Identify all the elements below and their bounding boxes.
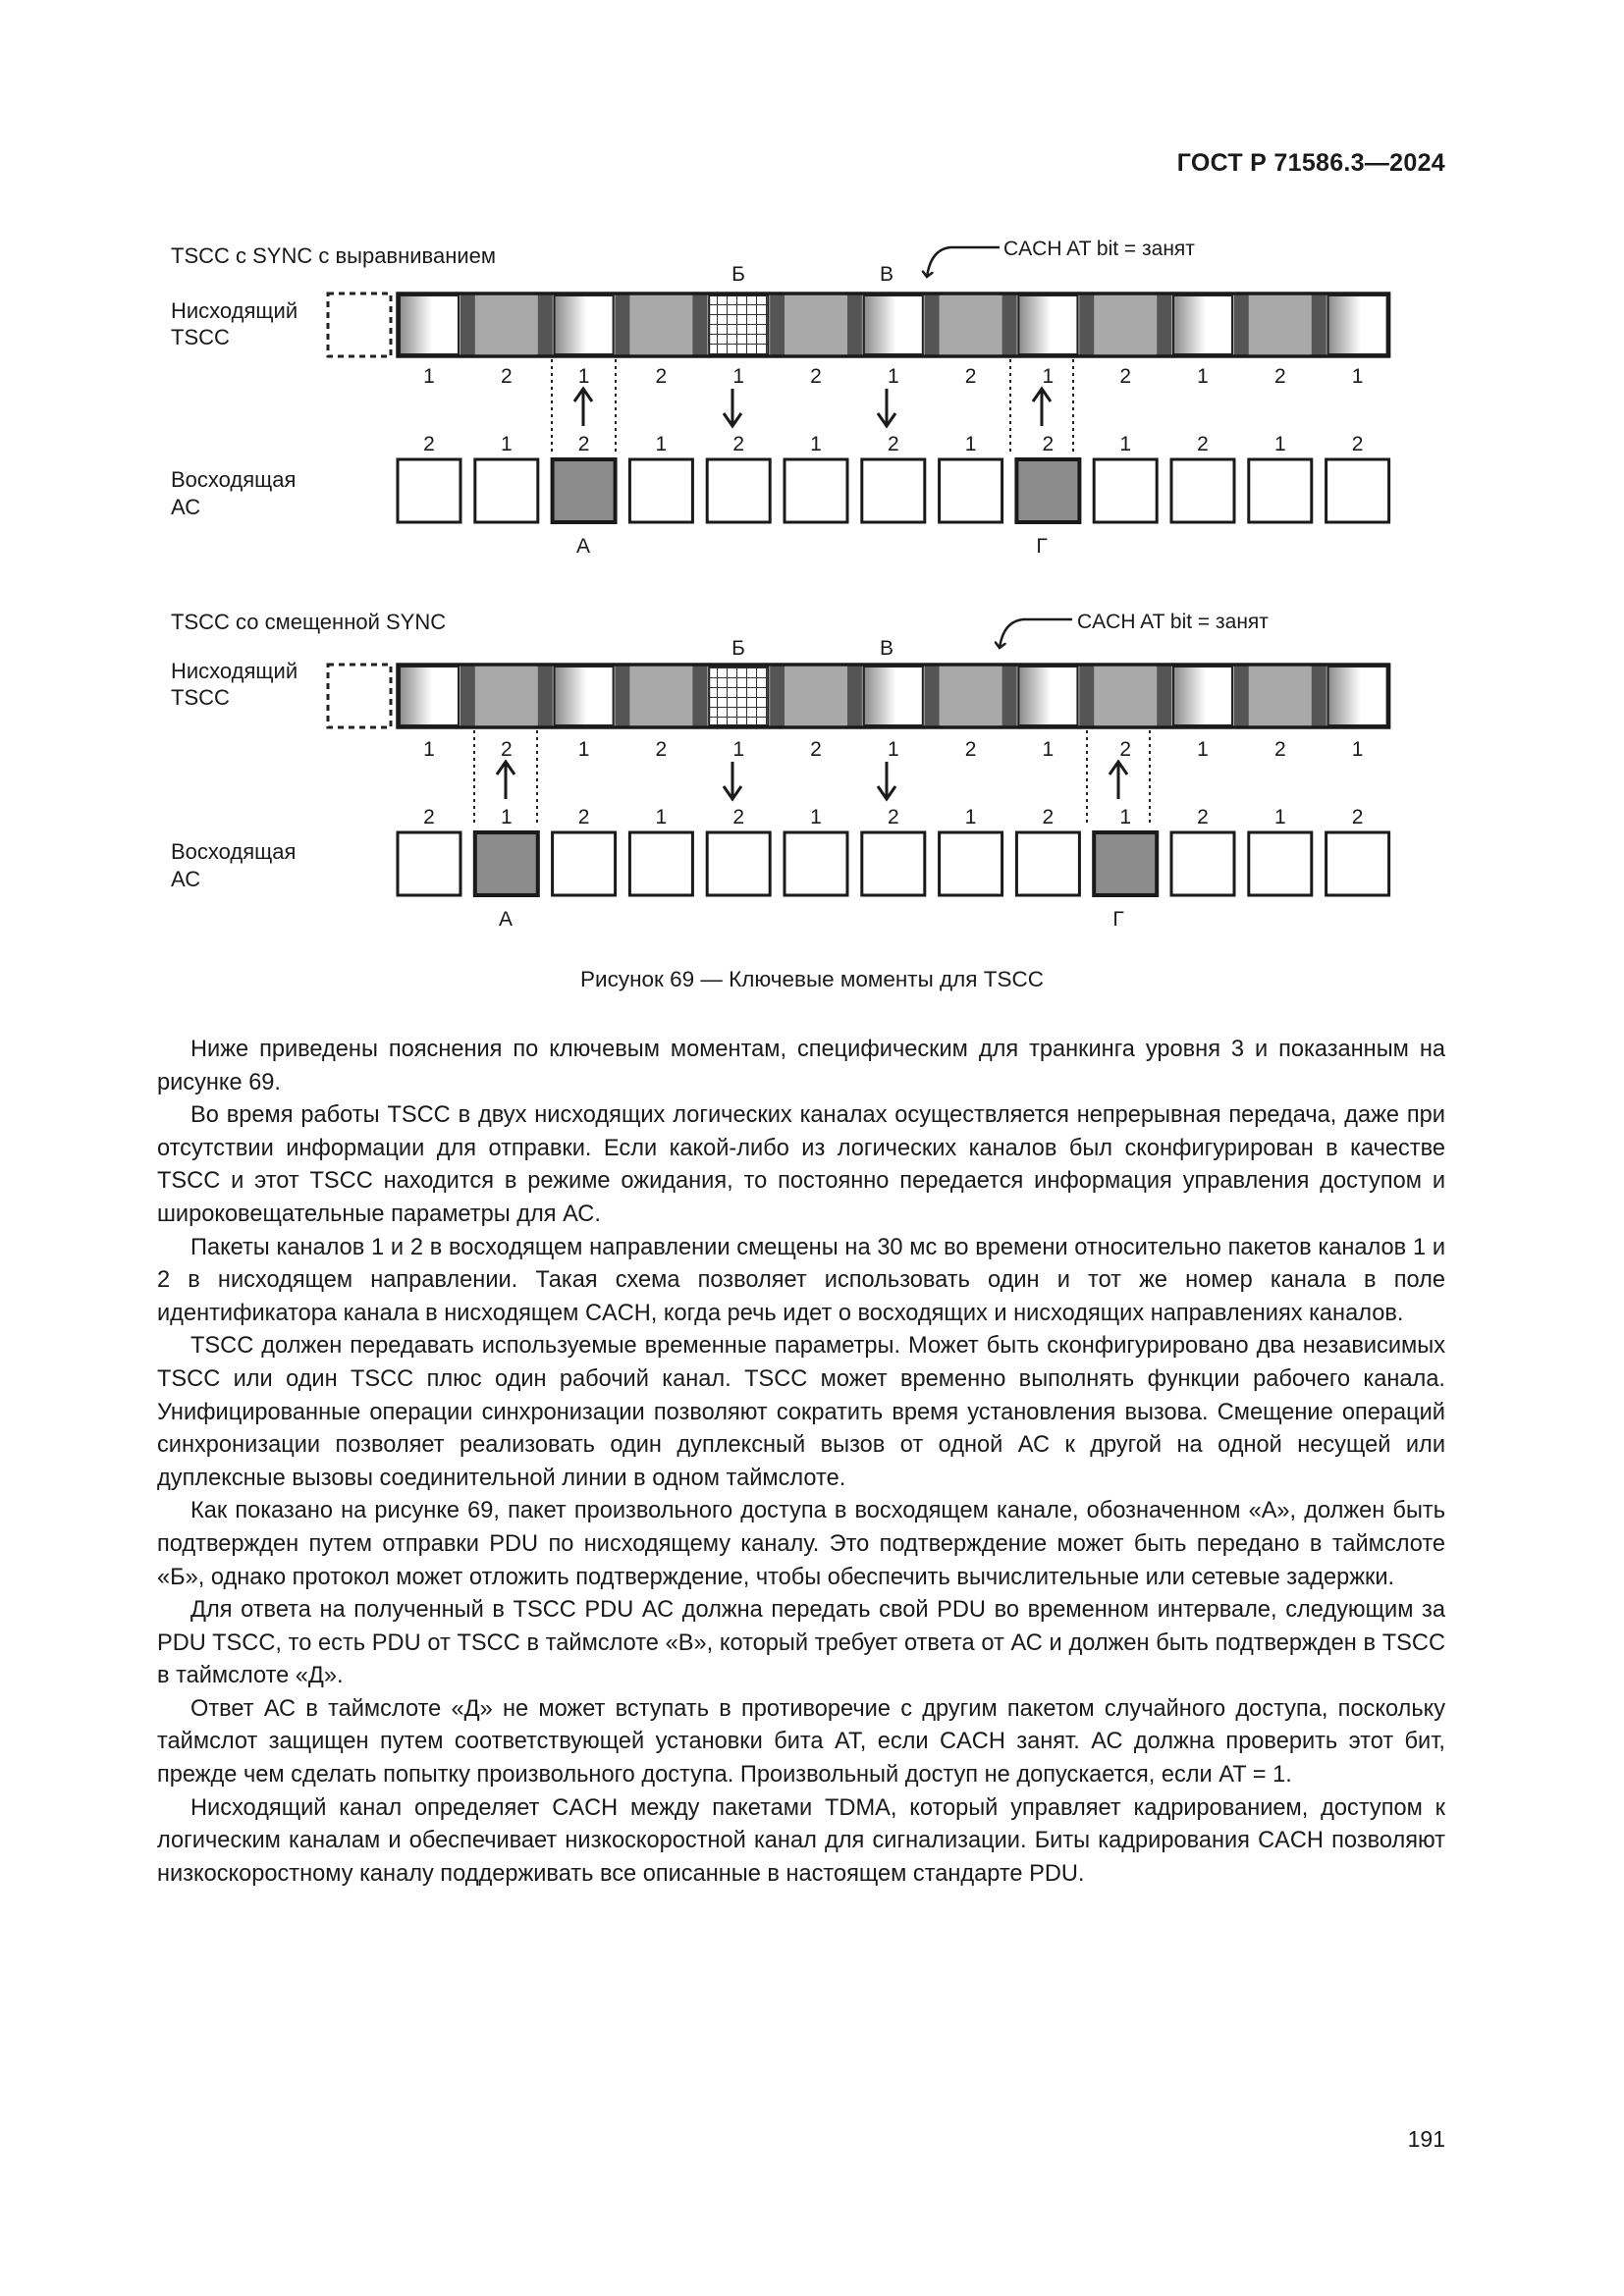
uplink-slot: [862, 832, 925, 895]
channel-number: 1: [1351, 738, 1364, 761]
uplink-strip: [398, 832, 1389, 895]
cach-slot: [1079, 665, 1094, 727]
channel-number: 2: [1119, 365, 1132, 388]
cach-slot: [1157, 294, 1171, 356]
body-text: [157, 1034, 1445, 1891]
channel-number: 1: [1197, 365, 1209, 388]
diagram-title: TSCC со смещенной SYNC: [171, 610, 447, 634]
channel-number: 1: [655, 806, 668, 828]
cach-slot: [692, 294, 707, 356]
paragraph: Во время работы TSCC в двух нисходящих логических каналах осуществляется непрерывная передача, даже при отсутствии информации для отправки. Если какой-либо из логических каналов был сконфигурирован в качестве TSCC и этот TSCC находится в режиме ожидания, то постоянно передается информация управления доступом и широковещательные параметры для АС.: [157, 1102, 1445, 1227]
channel-number: 1: [887, 738, 899, 761]
tscc-burst-response: [709, 295, 768, 354]
paragraph: Ниже приведены пояснения по ключевым моментам, специфическим для транкинга уровня 3 и показанным на рисунке 69.: [157, 1037, 1445, 1095]
cach-slot: [925, 665, 940, 727]
channel-number: 1: [500, 433, 513, 455]
cach-slot: [847, 665, 862, 727]
up-arrow: [1033, 389, 1051, 426]
down-arrow: [878, 389, 895, 426]
uplink-slot: [398, 459, 460, 522]
cach-slot: [460, 294, 475, 356]
uplink-slot: [1016, 832, 1079, 895]
down-arrow: [724, 389, 741, 426]
uplink-slot: [553, 832, 616, 895]
cach-slot: [1234, 294, 1249, 356]
channel-number: 1: [1042, 365, 1055, 388]
channel-number: 1: [1273, 433, 1286, 455]
downlink-label: Нисходящий: [171, 298, 298, 323]
channel-number: 2: [1042, 433, 1055, 455]
channel-number: 1: [1351, 365, 1364, 388]
cach-slot: [1079, 294, 1094, 356]
uplink-slot: [1171, 459, 1234, 522]
channel-number: 2: [423, 433, 435, 455]
cach-slot: [460, 665, 475, 727]
cach-label: CACH AT bit = занят: [1077, 611, 1269, 633]
channel-number: 1: [1119, 806, 1132, 828]
cach-slot: [1002, 665, 1017, 727]
tscc-burst-response: [709, 667, 768, 725]
tscc-burst: [1328, 667, 1387, 725]
channel-number: 2: [1351, 433, 1364, 455]
marker-g: Г: [1036, 535, 1048, 558]
channel-number: 1: [1119, 433, 1132, 455]
paragraph: Для ответа на полученный в TSCC PDU АС должна передать свой PDU во временном интервале, следующим за PDU TSCC, то есть PDU от TSCC в таймслоте «В», который требует ответа от АС и должен быть подтвержден в TSCC в таймслоте «Д».: [157, 1597, 1445, 1689]
channel-number: 2: [887, 433, 899, 455]
tscc-burst: [864, 295, 923, 354]
uplink-slot-active: [1094, 832, 1157, 895]
downlink-label-sub: TSCC: [171, 325, 230, 349]
channel-number: 1: [423, 365, 435, 388]
channel-number: 2: [423, 806, 435, 828]
cach-slot: [770, 665, 785, 727]
channel-number: 1: [577, 365, 590, 388]
diagram-aligned: [171, 238, 1389, 558]
figure-caption: Рисунок 69 — Ключевые моменты для TSCC: [580, 967, 1044, 991]
cach-slot: [847, 294, 862, 356]
channel-number: 2: [732, 806, 745, 828]
channel-number: 2: [577, 806, 590, 828]
uplink-slot: [940, 832, 1002, 895]
channel-number: 2: [500, 738, 513, 761]
downlink-label-sub: TSCC: [171, 685, 230, 710]
uplink-slot: [1326, 832, 1389, 895]
cach-slot: [1157, 665, 1171, 727]
diagram-title: TSCC с SYNC с выравниванием: [171, 243, 497, 268]
marker-v: В: [879, 637, 894, 660]
tscc-burst: [1018, 295, 1077, 354]
channel-number: 2: [964, 738, 977, 761]
paragraph: Нисходящий канал определяет CACH между пакетами TDMA, который управляет кадрированием, доступом к логическим каналам и обеспечивает низкоскоростной канал для сигнализации. Биты кадрирования CACH позволяют низкоскоростному каналу поддерживать все описанные в настоящем стандарте PDU.: [157, 1794, 1445, 1887]
cach-slot: [925, 294, 940, 356]
paragraph: Как показано на рисунке 69, пакет произвольного доступа в восходящем канале, обозначенном «А», должен быть подтвержден путем отправки PDU по нисходящему каналу. Это подтверждение может быть передано в таймслоте «Б», однако протокол может отложить подтверждение, чтобы обеспечить вычислительные или сетевые задержки.: [157, 1498, 1445, 1590]
uplink-label-sub: АС: [171, 867, 201, 891]
cach-slot: [538, 294, 553, 356]
uplink-label: Восходящая: [171, 839, 297, 864]
uplink-slot: [398, 832, 460, 895]
channel-number: 2: [1351, 806, 1364, 828]
channel-number: 2: [500, 365, 513, 388]
channel-number: 1: [500, 806, 513, 828]
channel-number: 1: [887, 365, 899, 388]
channel-number: 1: [577, 738, 590, 761]
marker-a: А: [498, 908, 514, 931]
paragraph: Ответ АС в таймслоте «Д» не может вступать в противоречие с другим пакетом случайного доступа, поскольку таймслот защищен путем соответствующей установки бита AT, если CACH занят. АС должна проверить этот бит, прежде чем сделать попытку произвольного доступа. Произвольный доступ не допускается, если AT = 1.: [157, 1695, 1445, 1789]
channel-number: 1: [810, 433, 822, 455]
paragraph: TSCC должен передавать используемые временные параметры. Может быть сконфигурировано два независимых TSCC или один TSCC плюс один рабочий канал. TSCC может временно выполнять функции рабочего канала. Унифицированные операции синхронизации позволяют сократить время установления вызова. Смещение операций синхронизации позволяет реализовать один дуплексный вызов от одной АС к другой на одной несущей или дуплексные вызовы соединительной линии в одном таймслоте.: [157, 1333, 1445, 1491]
figure-69: [0, 0, 1624, 962]
channel-number: 2: [1273, 738, 1286, 761]
up-arrow: [497, 762, 514, 799]
channel-number: 2: [655, 365, 668, 388]
channel-number: 1: [1042, 738, 1055, 761]
channel-number: 2: [577, 433, 590, 455]
uplink-slot: [1094, 459, 1157, 522]
uplink-slot: [940, 459, 1002, 522]
cach-slot: [1002, 294, 1017, 356]
uplink-slot: [785, 832, 847, 895]
uplink-slot: [629, 459, 692, 522]
uplink-slot: [1249, 832, 1312, 895]
uplink-label-sub: АС: [171, 495, 201, 519]
cach-slot: [1312, 665, 1326, 727]
cach-slot: [770, 294, 785, 356]
up-arrow: [574, 389, 592, 426]
channel-number: 1: [810, 806, 822, 828]
cach-slot: [692, 665, 707, 727]
cach-label: CACH AT bit = занят: [1003, 238, 1195, 260]
uplink-slot-active: [475, 832, 538, 895]
channel-number: 2: [810, 365, 822, 388]
empty-slot: [328, 294, 391, 356]
tscc-burst: [1173, 295, 1232, 354]
channel-number: 1: [423, 738, 435, 761]
channel-number: 2: [964, 365, 977, 388]
uplink-slot: [785, 459, 847, 522]
page-number: 191: [1407, 2126, 1445, 2152]
uplink-slot: [1326, 459, 1389, 522]
channel-number: 2: [655, 738, 668, 761]
down-arrow: [878, 762, 895, 799]
downlink-label: Нисходящий: [171, 659, 298, 683]
channel-number: 1: [1273, 806, 1286, 828]
uplink-strip: [398, 459, 1389, 522]
channel-number: 1: [964, 433, 977, 455]
tscc-burst: [400, 667, 459, 725]
uplink-label: Восходящая: [171, 467, 297, 492]
cach-callout-arrow: [927, 247, 1000, 277]
uplink-slot: [707, 459, 770, 522]
diagram-offset: [171, 610, 1389, 931]
marker-b: Б: [731, 263, 745, 286]
uplink-slot: [629, 832, 692, 895]
tscc-burst: [555, 295, 614, 354]
tscc-burst: [1328, 295, 1387, 354]
cach-slot: [616, 294, 630, 356]
paragraph: Пакеты каналов 1 и 2 в восходящем направлении смещены на 30 мс во времени относительно пакетов каналов 1 и 2 в нисходящем направлении. Такая схема позволяет использовать один и тот же номер канала в поле идентификатора канала в нисходящем CACH, когда речь идет о восходящих и нисходящих направлениях каналов.: [157, 1234, 1445, 1326]
uplink-slot-active: [1016, 459, 1079, 522]
uplink-slot: [707, 832, 770, 895]
channel-number: 2: [1119, 738, 1132, 761]
marker-a: А: [575, 535, 591, 558]
down-arrow: [724, 762, 741, 799]
cach-slot: [1234, 665, 1249, 727]
channel-number: 2: [810, 738, 822, 761]
tscc-burst: [1173, 667, 1232, 725]
tscc-burst: [1018, 667, 1077, 725]
uplink-slot: [862, 459, 925, 522]
marker-v: В: [879, 263, 894, 286]
channel-number: 1: [655, 433, 668, 455]
channel-number: 1: [732, 738, 745, 761]
tscc-burst: [555, 667, 614, 725]
standard-code: ГОСТ Р 71586.3—2024: [1176, 149, 1445, 177]
cach-callout-arrow: [1000, 619, 1072, 648]
channel-number: 1: [732, 365, 745, 388]
uplink-slot: [1171, 832, 1234, 895]
cach-slot: [538, 665, 553, 727]
channel-number: 2: [1197, 433, 1209, 455]
channel-number: 2: [1273, 365, 1286, 388]
empty-slot: [328, 665, 391, 727]
channel-number: 2: [887, 806, 899, 828]
downlink-strip: [398, 665, 1389, 727]
cach-slot: [1312, 294, 1326, 356]
marker-b: Б: [731, 637, 745, 660]
cach-slot: [616, 665, 630, 727]
up-arrow: [1110, 762, 1127, 799]
uplink-slot: [1249, 459, 1312, 522]
uplink-slot: [475, 459, 538, 522]
channel-number: 1: [1197, 738, 1209, 761]
channel-number: 2: [1042, 806, 1055, 828]
marker-g: Г: [1112, 908, 1124, 931]
channel-number: 2: [1197, 806, 1209, 828]
tscc-burst: [864, 667, 923, 725]
channel-number: 2: [732, 433, 745, 455]
channel-number: 1: [964, 806, 977, 828]
tscc-burst: [400, 295, 459, 354]
downlink-strip: [398, 294, 1389, 356]
uplink-slot-active: [553, 459, 616, 522]
